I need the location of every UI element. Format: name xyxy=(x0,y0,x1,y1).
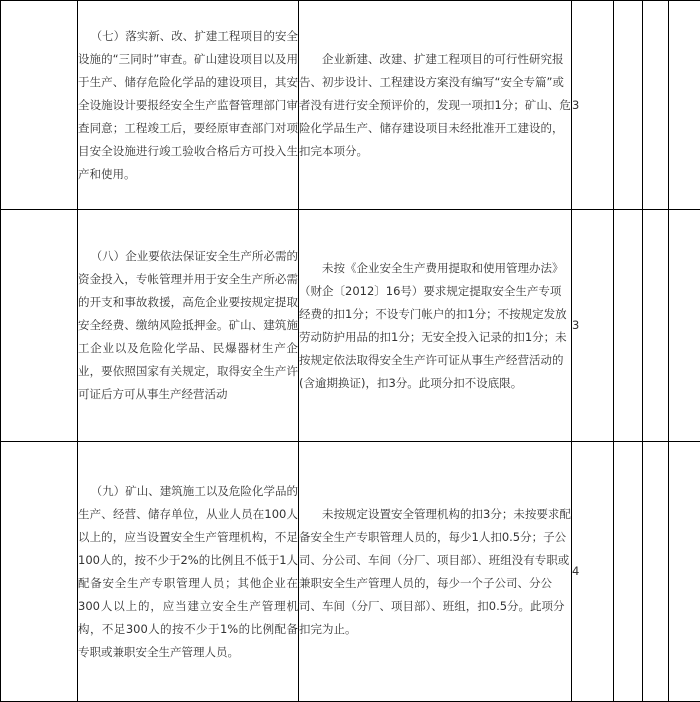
empty-cell xyxy=(614,210,643,442)
standard-cell xyxy=(299,210,572,442)
standard-cell xyxy=(299,1,572,210)
requirement-cell xyxy=(78,1,299,210)
standard-cell xyxy=(299,442,572,702)
empty-cell xyxy=(643,210,669,442)
empty-cell xyxy=(669,210,700,442)
empty-cell xyxy=(669,1,700,210)
empty-cell xyxy=(643,442,669,702)
requirement-text: （七）落实新、改、扩建工程项目的安全设施的“三同时”审查。矿山建设项目以及用于生产、储存危险化学品的建设项目，其安全设施设计要报经安全生产监督管理部门审查同意；工程竣工后，要经原审查部门对项目安全设施进行竣工验收合格后方可投入生产和使用。 xyxy=(78,25,298,186)
requirement-text: （九）矿山、建筑施工以及危险化学品的生产、经营、储存单位，从业人员在100人以上的，应当设置安全生产管理机构，不足100人的，按不少于2%的比例且不低于1人配备安全生产专职管理人员；其他企业在300人以上的，应当建立安全生产管理机构，不足300人的按不少于1%的比例配备专职或兼职安全生产管理人员。 xyxy=(78,480,298,664)
category-cell xyxy=(1,442,78,702)
empty-cell xyxy=(614,1,643,210)
score-cell: 3 xyxy=(572,210,614,442)
category-cell xyxy=(1,210,78,442)
requirement-cell xyxy=(78,442,299,702)
empty-cell xyxy=(643,1,669,210)
requirement-text: （八）企业要依法保证安全生产所必需的资金投入，专帐管理并用于安全生产所必需的开支和事故救援，高危企业要按规定提取安全经费、缴纳风险抵押金。矿山、建筑施工企业以及危险化学品、民爆器材生产企业，要依照国家有关规定，取得安全生产许可证后方可从事生产经营活动 xyxy=(78,245,298,406)
requirement-cell xyxy=(78,210,299,442)
table-row xyxy=(1,442,700,702)
table-row xyxy=(1,210,700,442)
standard-text: 未按《企业安全生产费用提取和使用管理办法》（财企〔2012〕16号）要求规定提取安全生产专项经费的扣1分；不设专门帐户的扣1分；不按规定发放劳动防护用品的扣1分；无安全投入记录的扣1分；未按规定依法取得安全生产许可证从事生产经营活动的(含逾期换证)，扣3分。此项分扣不设底限。 xyxy=(299,257,571,395)
table-row xyxy=(1,1,700,210)
score-cell: 3 xyxy=(572,1,614,210)
standard-text: 企业新建、改建、扩建工程项目的可行性研究报告、初步设计、工程建设方案没有编写“安全专篇”或者没有进行安全预评价的，发现一项扣1分；矿山、危险化学品生产、储存建设项目未经批准开工建设的，扣完本项分。 xyxy=(299,48,571,163)
empty-cell xyxy=(614,442,643,702)
empty-cell xyxy=(669,442,700,702)
standard-text: 未按规定设置安全管理机构的扣3分；未按要求配备安全生产专职管理人员的，每少1人扣0.5分；子公司、分公司、车间（分厂、项目部）、班组没有专职或兼职安全生产管理人员的，每少一个子公司、分公司、车间（分厂、项目部）、班组，扣0.5分。此项分扣完为止。 xyxy=(299,503,571,641)
score-cell: 4 xyxy=(572,442,614,702)
category-cell xyxy=(1,1,78,210)
